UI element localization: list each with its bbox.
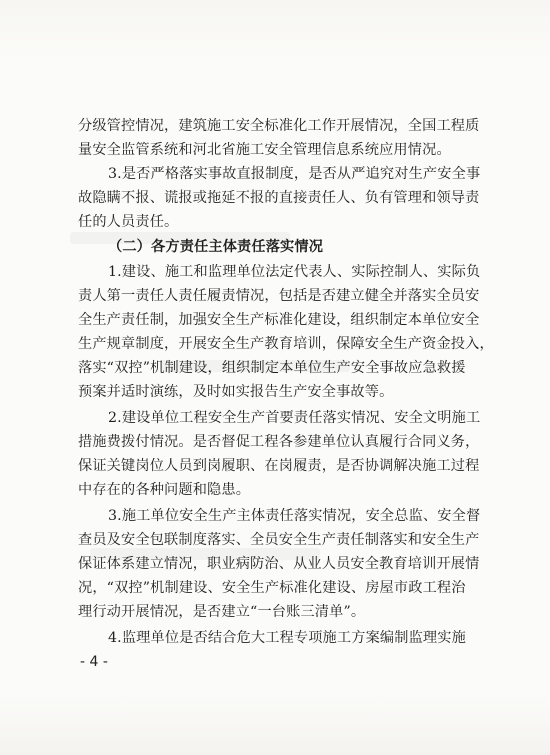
paragraph-line: 落实“双控”机制建设，组织制定本单位生产安全事故应急救援 (78, 360, 466, 376)
paragraph-line: 况，“双控”机制建设、安全生产标准化建设、房屋市政工程治 (78, 580, 466, 596)
paragraph-line: 2.建设单位工程安全生产首要责任落实情况、安全文明施工 (108, 410, 481, 426)
paragraph-line: 4.监理单位是否结合危大工程专项施工方案编制监理实施 (108, 630, 466, 646)
paragraph-line: 查员及安全包联制度落实、全员安全生产责任制落实和安全生产 (78, 532, 480, 548)
section-heading: （二）各方责任主体责任落实情况 (108, 239, 324, 255)
paragraph-line: 措施费拨付情况。是否督促工程各参建单位认真履行合同义务， (78, 434, 480, 450)
paragraph-line: 理行动开展情况，是否建立“一台账三清单”。 (78, 604, 366, 620)
paragraph-line: 3.是否严格落实事故直报制度，是否从严追究对生产安全事 (108, 166, 481, 182)
paragraph-line: 全生产责任制，加强安全生产标准化建设，组织制定本单位安全 (78, 312, 480, 328)
paragraph-line: 保证体系建立情况，职业病防治、从业人员安全教育培训开展情 (78, 556, 480, 572)
paragraph-line: 任的人员责任。 (78, 214, 179, 230)
paragraph-line: 中存在的各种问题和隐患。 (78, 482, 251, 498)
paragraph-line: 量安全监管系统和河北省施工安全管理信息系统应用情况。 (78, 142, 451, 158)
page-number: - 4 - (80, 654, 108, 670)
paragraph-line: 分级管控情况，建筑施工安全标准化工作开展情况，全国工程质 (78, 118, 480, 134)
paragraph-line: 3.施工单位安全生产主体责任落实情况，安全总监、安全督 (108, 508, 481, 524)
paragraph-line: 生产规章制度，开展安全生产教育培训，保障安全生产资金投入， (78, 336, 494, 352)
paragraph-line: 责人第一责任人责任履责情况，包括是否建立健全并落实全员安 (78, 288, 480, 304)
paragraph-line: 1.建设、施工和监理单位法定代表人、实际控制人、实际负 (108, 264, 481, 280)
paragraph-line: 预案并适时演练，及时如实报告生产安全事故等。 (78, 384, 394, 400)
paragraph-line: 保证关键岗位人员到岗履职、在岗履责，是否协调解决施工过程 (78, 458, 480, 474)
paragraph-line: 故隐瞒不报、谎报或拖延不报的直接责任人、负有管理和领导责 (78, 190, 480, 206)
